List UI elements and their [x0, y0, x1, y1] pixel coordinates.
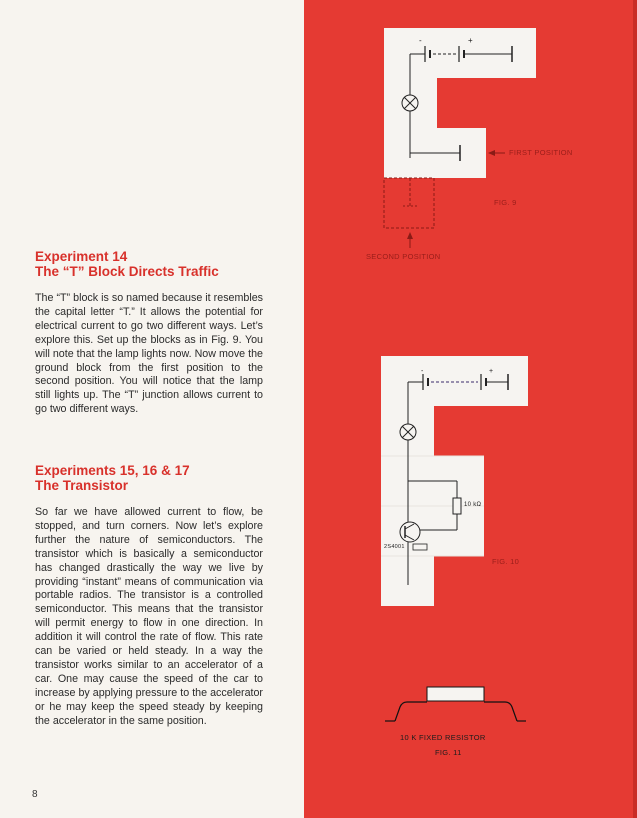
fig9-first-position-label: FIRST POSITION: [509, 148, 573, 157]
heading-line: Experiments 15, 16 & 17: [35, 463, 190, 478]
fig10-resistor-label: 10 kΩ: [464, 502, 482, 508]
fig10-battery-block: [381, 356, 528, 406]
fig10-caption: FIG. 10: [492, 557, 520, 566]
fig11-label: 10 K FIXED RESISTOR: [400, 733, 486, 742]
experiment-14-heading: [35, 249, 219, 279]
heading-line: The Transistor: [35, 478, 129, 493]
fig9-second-position-label: SECOND POSITION: [366, 252, 441, 261]
text-column: [0, 0, 304, 818]
fig9-minus-label: -: [419, 36, 422, 45]
fig10-minus-label: -: [421, 368, 424, 375]
fig9-diagram: [304, 0, 637, 818]
page-number: 8: [32, 789, 38, 800]
figure-panel: [304, 0, 637, 818]
fig10-plus-label: +: [489, 368, 494, 375]
fig9-plus-label: +: [468, 36, 473, 45]
fig9-caption: FIG. 9: [494, 198, 517, 207]
fig9-battery-block: [384, 28, 536, 78]
fig10-transistor-icon: [400, 522, 420, 542]
fig11-resistor-icon: [427, 687, 484, 701]
heading-line: Experiment 14: [35, 249, 128, 264]
experiment-14-body: The “T” block is so named because it resembles the capital letter “T.” It allows the potential for electrical current to go two different ways. Let’s explore this. Set up the blocks as in Fig. 9. You will note that the lamp lights now. Now move the ground block from the first position to the second position. You will notice that the lamp still lights up. The “T” junction allows current to go two different ways.: [35, 292, 263, 416]
fig10-transistor-label: 2S4001: [384, 544, 405, 550]
experiments-15-17-body: So far we have allowed current to flow, be stopped, and turn corners. Now let’s explore further the nature of semiconductors. The transistor which is basically a semiconductor has changed drastically the way we live by providing “instant” means of communication via portable radios. The transistor is a controlled semiconductor. This means that the transistor will permit energy to flow in one direction. In addition it will control the rate of flow. This rate can be varied or held steady. In a way the transistor works similar to an accelerator of a car. One may cause the speed of the car to increase by applying pressure to the accelerator or he may keep the speed steady by keeping the accelerator in the same position.: [35, 506, 263, 727]
fig11-caption: FIG. 11: [435, 748, 462, 757]
heading-line: The “T” Block Directs Traffic: [35, 264, 219, 279]
fig10-resistor-icon: [453, 498, 461, 514]
fig9-second-position-block: [384, 178, 434, 228]
experiments-15-17-heading: [35, 463, 190, 493]
